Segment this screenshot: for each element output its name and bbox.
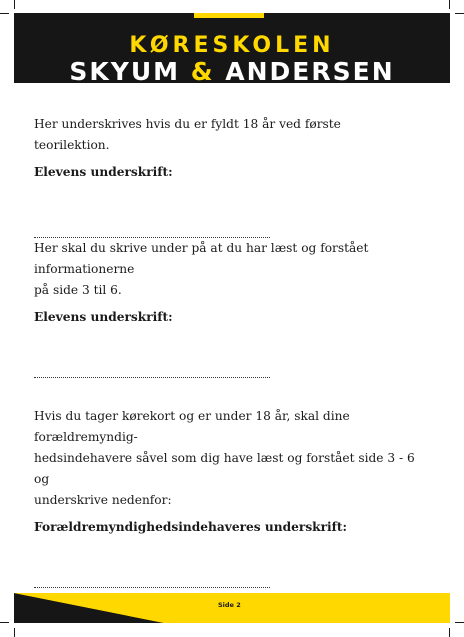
page-number: Side 2 xyxy=(218,601,241,609)
brand-line-1: KØRESKOLEN xyxy=(129,33,335,58)
header-accent xyxy=(194,13,264,18)
brand-name-a: SKYUM xyxy=(69,57,181,83)
guardian-paragraph-line-2: hedsindehavere såvel som dig have læst og forstået side 3 - 6 og xyxy=(34,451,415,486)
crop-mark xyxy=(0,622,9,623)
brand-ampersand: & xyxy=(190,57,215,83)
brand-line-2 xyxy=(14,57,450,83)
header-banner xyxy=(14,13,450,83)
intro-paragraph: Her underskrives hvis du er fyldt 18 år ved første teorilektion. xyxy=(34,117,341,152)
brand-name-b: ANDERSEN xyxy=(225,57,395,83)
signature-label-1: Elevens underskrift: xyxy=(34,165,173,179)
guardian-paragraph-line-3: underskrive nedenfor: xyxy=(34,493,172,507)
crop-mark xyxy=(14,628,15,637)
crop-mark xyxy=(455,13,464,14)
signature-label-2: Elevens underskrift: xyxy=(34,310,173,324)
signature-label-3: Forældremyndighedsindehaveres underskrift: xyxy=(34,520,348,534)
info-paragraph-line-2: på side 3 til 6. xyxy=(34,283,122,297)
document-body xyxy=(34,114,419,588)
crop-mark xyxy=(0,13,9,14)
crop-mark xyxy=(449,0,450,9)
signature-line-3 xyxy=(34,587,270,588)
crop-mark xyxy=(14,0,15,9)
crop-mark xyxy=(449,628,450,637)
guardian-paragraph-line-1: Hvis du tager kørekort og er under 18 år, skal dine forældremyndig- xyxy=(34,409,350,444)
crop-mark xyxy=(455,622,464,623)
info-paragraph-line-1: Her skal du skrive under på at du har læst og forstået informationerne xyxy=(34,241,369,276)
